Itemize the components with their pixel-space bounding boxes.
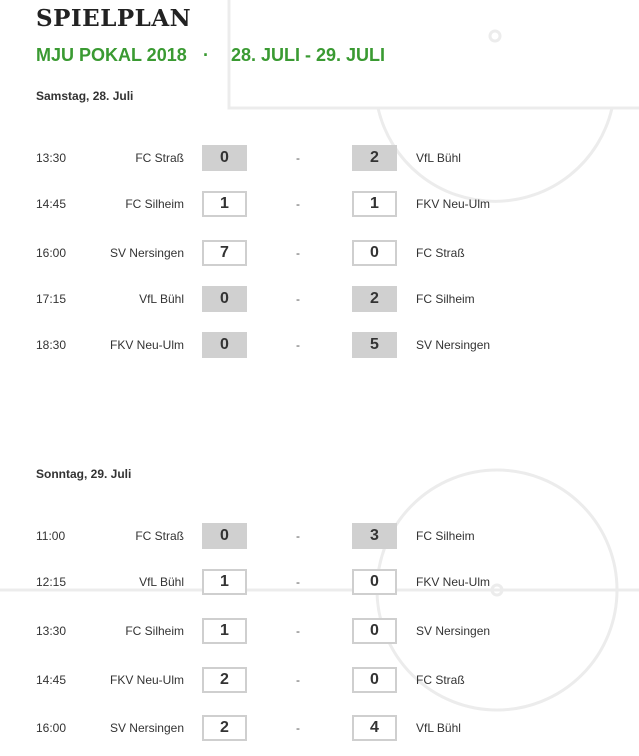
day-title-saturday: Samstag, 28. Juli bbox=[36, 89, 134, 103]
away-team bbox=[416, 279, 506, 319]
home-score: 2 bbox=[202, 667, 247, 693]
away-team-name: FC Silheim bbox=[416, 292, 475, 306]
away-score: 0 bbox=[352, 618, 397, 644]
away-team-name: VfL Bühl bbox=[416, 151, 461, 165]
home-team-name: VfL Bühl bbox=[139, 292, 184, 306]
home-team-name: SV Nersingen bbox=[109, 246, 184, 260]
away-score: 5 bbox=[352, 332, 397, 358]
away-team-name: FC Straß bbox=[416, 673, 465, 687]
away-score: 3 bbox=[352, 523, 397, 549]
match-row[interactable] bbox=[0, 562, 639, 602]
match-time: 12:15 bbox=[36, 575, 67, 589]
score-separator: - bbox=[296, 721, 300, 735]
home-team bbox=[94, 233, 184, 273]
away-team-name: FC Silheim bbox=[416, 529, 475, 543]
home-team bbox=[94, 279, 184, 319]
away-team bbox=[416, 562, 506, 602]
home-score: 0 bbox=[202, 145, 247, 171]
match-time: 13:30 bbox=[36, 624, 67, 638]
match-row[interactable] bbox=[0, 660, 639, 700]
score-separator: - bbox=[296, 624, 300, 638]
away-team bbox=[416, 611, 506, 651]
score-separator: - bbox=[296, 338, 300, 352]
match-time: 17:15 bbox=[36, 292, 67, 306]
score-separator: - bbox=[296, 151, 300, 165]
home-score: 1 bbox=[202, 569, 247, 595]
score-separator: - bbox=[296, 575, 300, 589]
match-row[interactable] bbox=[0, 184, 639, 224]
score-separator: - bbox=[296, 673, 300, 687]
match-time: 11:00 bbox=[36, 529, 66, 543]
home-team bbox=[94, 660, 184, 700]
away-team bbox=[416, 184, 506, 224]
home-team-name: FC Silheim bbox=[125, 624, 184, 638]
match-row[interactable] bbox=[0, 325, 639, 365]
away-score: 4 bbox=[352, 715, 397, 741]
away-team bbox=[416, 325, 506, 365]
score-separator: - bbox=[296, 246, 300, 260]
home-team-name: FC Straß bbox=[135, 529, 184, 543]
match-time: 14:45 bbox=[36, 197, 67, 211]
match-time: 18:30 bbox=[36, 338, 67, 352]
score-separator: - bbox=[296, 529, 300, 543]
subtitle-separator: · bbox=[203, 45, 209, 65]
home-team bbox=[94, 562, 184, 602]
match-time: 13:30 bbox=[36, 151, 67, 165]
match-time: 14:45 bbox=[36, 673, 67, 687]
away-team-name: SV Nersingen bbox=[416, 624, 491, 638]
tournament-dates: 28. JULI - 29. JULI bbox=[231, 45, 386, 65]
away-score: 1 bbox=[352, 191, 397, 217]
home-team-name: VfL Bühl bbox=[139, 575, 184, 589]
away-score: 0 bbox=[352, 569, 397, 595]
match-time: 16:00 bbox=[36, 721, 67, 735]
home-team-name: SV Nersingen bbox=[109, 721, 184, 735]
home-score: 7 bbox=[202, 240, 247, 266]
match-row[interactable] bbox=[0, 516, 639, 556]
away-team-name: SV Nersingen bbox=[416, 338, 491, 352]
score-separator: - bbox=[296, 292, 300, 306]
home-score: 1 bbox=[202, 191, 247, 217]
match-row[interactable] bbox=[0, 138, 639, 178]
match-row[interactable] bbox=[0, 279, 639, 319]
home-team-name: FC Silheim bbox=[125, 197, 184, 211]
home-team bbox=[94, 184, 184, 224]
home-team-name: FKV Neu-Ulm bbox=[109, 673, 184, 687]
home-score: 0 bbox=[202, 332, 247, 358]
away-score: 2 bbox=[352, 145, 397, 171]
home-team bbox=[94, 138, 184, 178]
away-team bbox=[416, 660, 506, 700]
away-score: 0 bbox=[352, 240, 397, 266]
away-team bbox=[416, 516, 506, 556]
page-title: SPIELPLAN bbox=[36, 5, 192, 32]
match-time: 16:00 bbox=[36, 246, 67, 260]
home-team bbox=[94, 325, 184, 365]
match-row[interactable] bbox=[0, 708, 639, 748]
score-separator: - bbox=[296, 197, 300, 211]
home-team-name: FKV Neu-Ulm bbox=[109, 338, 184, 352]
away-team bbox=[416, 233, 506, 273]
away-team bbox=[416, 708, 506, 748]
home-team bbox=[94, 611, 184, 651]
away-score: 0 bbox=[352, 667, 397, 693]
home-score: 2 bbox=[202, 715, 247, 741]
home-team-name: FC Straß bbox=[135, 151, 184, 165]
away-team-name: VfL Bühl bbox=[416, 721, 461, 735]
home-score: 1 bbox=[202, 618, 247, 644]
away-score: 2 bbox=[352, 286, 397, 312]
page-header bbox=[36, 4, 386, 65]
day-title-sunday: Sonntag, 29. Juli bbox=[36, 467, 132, 481]
match-row[interactable] bbox=[0, 611, 639, 651]
away-team-name: FKV Neu-Ulm bbox=[416, 575, 491, 589]
home-score: 0 bbox=[202, 523, 247, 549]
home-team bbox=[94, 516, 184, 556]
away-team-name: FC Straß bbox=[416, 246, 465, 260]
home-team bbox=[94, 708, 184, 748]
away-team-name: FKV Neu-Ulm bbox=[416, 197, 491, 211]
away-team bbox=[416, 138, 506, 178]
tournament-name: MJU POKAL 2018 bbox=[36, 45, 187, 65]
home-score: 0 bbox=[202, 286, 247, 312]
match-row[interactable] bbox=[0, 233, 639, 273]
